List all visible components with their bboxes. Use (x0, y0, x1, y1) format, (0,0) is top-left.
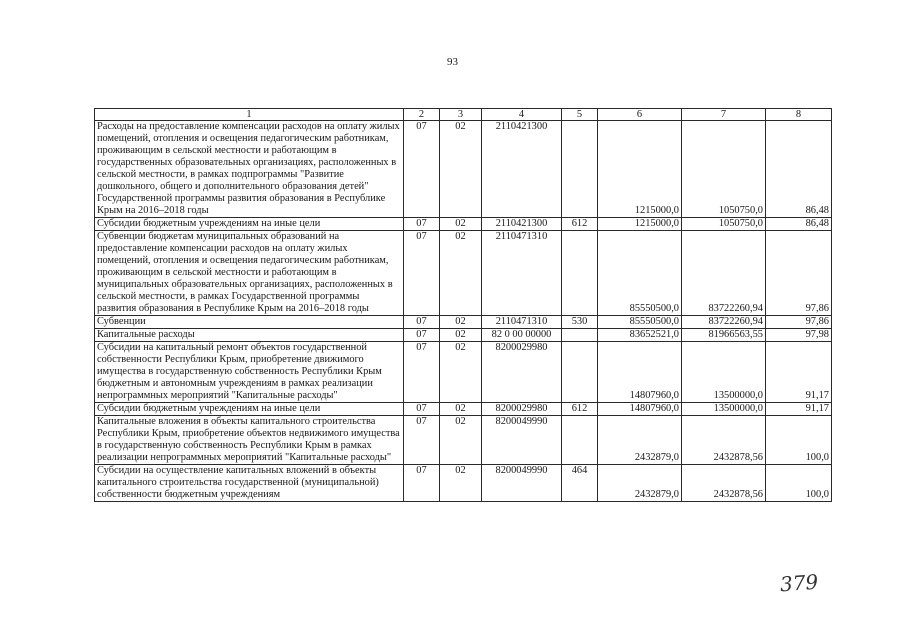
executed-amount-cell: 2432878,56 (682, 416, 766, 465)
percent-cell: 97,98 (766, 329, 832, 342)
planned-amount-cell: 14807960,0 (598, 403, 682, 416)
column-header: 5 (562, 109, 598, 121)
subsection-code-cell: 02 (440, 121, 482, 218)
section-code-cell: 07 (404, 329, 440, 342)
table-header-row (95, 109, 832, 121)
percent-cell: 91,17 (766, 403, 832, 416)
expense-name-cell: Расходы на предоставление компенсации расходов на оплату жилых помещений, отопления и освещения педагогическим работникам, проживающим в сельской местности и работающим в государственных образовательных организациях, расположенных в сельской местности, в рамках подпрограммы "Развитие дошкольного, общего и дополнительного образования детей" Государственной программы развития образования в Республике Крым на 2016–2018 годы (95, 121, 404, 218)
expense-name-cell: Субсидии бюджетным учреждениям на иные цели (95, 403, 404, 416)
target-article-cell: 2110471310 (482, 316, 562, 329)
column-header: 7 (682, 109, 766, 121)
table-row (95, 316, 832, 329)
planned-amount-cell: 2432879,0 (598, 416, 682, 465)
percent-cell: 86,48 (766, 218, 832, 231)
expense-name-cell: Субвенции (95, 316, 404, 329)
executed-amount-cell: 13500000,0 (682, 403, 766, 416)
subsection-code-cell: 02 (440, 329, 482, 342)
section-code-cell: 07 (404, 342, 440, 403)
expense-type-cell: 530 (562, 316, 598, 329)
percent-cell: 97,86 (766, 231, 832, 316)
budget-table (94, 108, 832, 502)
handwritten-page-number: 379 (779, 569, 819, 597)
section-code-cell: 07 (404, 218, 440, 231)
expense-name-cell: Субсидии на осуществление капитальных вложений в объекты капитального строительства государственной (муниципальной) собственности бюджетным учреждениям (95, 465, 404, 502)
table-row (95, 403, 832, 416)
target-article-cell: 2110421300 (482, 121, 562, 218)
column-header: 1 (95, 109, 404, 121)
planned-amount-cell: 2432879,0 (598, 465, 682, 502)
section-code-cell: 07 (404, 231, 440, 316)
section-code-cell: 07 (404, 316, 440, 329)
subsection-code-cell: 02 (440, 231, 482, 316)
section-code-cell: 07 (404, 465, 440, 502)
table-row (95, 121, 832, 218)
expense-name-cell: Капитальные вложения в объекты капитального строительства Республики Крым, приобретение объектов недвижимого имущества в государственную собственность Республики Крым в рамках реализации непрограммных мероприятий "Капитальные расходы" (95, 416, 404, 465)
expense-type-cell: 612 (562, 403, 598, 416)
percent-cell: 86,48 (766, 121, 832, 218)
expense-type-cell (562, 231, 598, 316)
executed-amount-cell: 1050750,0 (682, 121, 766, 218)
executed-amount-cell: 13500000,0 (682, 342, 766, 403)
section-code-cell: 07 (404, 403, 440, 416)
section-code-cell: 07 (404, 121, 440, 218)
percent-cell: 97,86 (766, 316, 832, 329)
table-row (95, 416, 832, 465)
table-row (95, 231, 832, 316)
column-header: 4 (482, 109, 562, 121)
expense-type-cell (562, 329, 598, 342)
planned-amount-cell: 85550500,0 (598, 316, 682, 329)
subsection-code-cell: 02 (440, 403, 482, 416)
table-row (95, 218, 832, 231)
percent-cell: 100,0 (766, 465, 832, 502)
subsection-code-cell: 02 (440, 218, 482, 231)
column-header: 6 (598, 109, 682, 121)
executed-amount-cell: 2432878,56 (682, 465, 766, 502)
expense-type-cell: 612 (562, 218, 598, 231)
percent-cell: 100,0 (766, 416, 832, 465)
target-article-cell: 2110471310 (482, 231, 562, 316)
executed-amount-cell: 1050750,0 (682, 218, 766, 231)
column-header: 2 (404, 109, 440, 121)
target-article-cell: 8200049990 (482, 465, 562, 502)
column-header: 3 (440, 109, 482, 121)
executed-amount-cell: 83722260,94 (682, 316, 766, 329)
target-article-cell: 8200029980 (482, 403, 562, 416)
subsection-code-cell: 02 (440, 342, 482, 403)
expense-type-cell (562, 121, 598, 218)
executed-amount-cell: 83722260,94 (682, 231, 766, 316)
expense-name-cell: Субсидии на капитальный ремонт объектов государственной собственности Республики Крым, приобретение движимого имущества в государственную собственность Республики Крым бюджетным и автономным учреждениям в рамках реализации непрограммных мероприятий "Капитальные расходы" (95, 342, 404, 403)
planned-amount-cell: 85550500,0 (598, 231, 682, 316)
planned-amount-cell: 14807960,0 (598, 342, 682, 403)
expense-name-cell: Капитальные расходы (95, 329, 404, 342)
subsection-code-cell: 02 (440, 416, 482, 465)
expense-type-cell (562, 342, 598, 403)
expense-name-cell: Субсидии бюджетным учреждениям на иные цели (95, 218, 404, 231)
planned-amount-cell: 1215000,0 (598, 121, 682, 218)
page-number: 93 (447, 56, 458, 68)
expense-type-cell: 464 (562, 465, 598, 502)
subsection-code-cell: 02 (440, 316, 482, 329)
target-article-cell: 8200029980 (482, 342, 562, 403)
planned-amount-cell: 1215000,0 (598, 218, 682, 231)
table-row (95, 342, 832, 403)
executed-amount-cell: 81966563,55 (682, 329, 766, 342)
section-code-cell: 07 (404, 416, 440, 465)
expense-type-cell (562, 416, 598, 465)
expense-name-cell: Субвенции бюджетам муниципальных образований на предоставление компенсации расходов на оплату жилых помещений, отопления и освещения педагогическим работникам, проживающим в сельской местности и работающим в муниципальных образовательных организациях, расположенных в сельской местности, в рамках Государственной программы развития образования в Республике Крым на 2016–2018 годы (95, 231, 404, 316)
subsection-code-cell: 02 (440, 465, 482, 502)
planned-amount-cell: 83652521,0 (598, 329, 682, 342)
percent-cell: 91,17 (766, 342, 832, 403)
target-article-cell: 8200049990 (482, 416, 562, 465)
column-header: 8 (766, 109, 832, 121)
table-row (95, 465, 832, 502)
target-article-cell: 82 0 00 00000 (482, 329, 562, 342)
target-article-cell: 2110421300 (482, 218, 562, 231)
table-row (95, 329, 832, 342)
